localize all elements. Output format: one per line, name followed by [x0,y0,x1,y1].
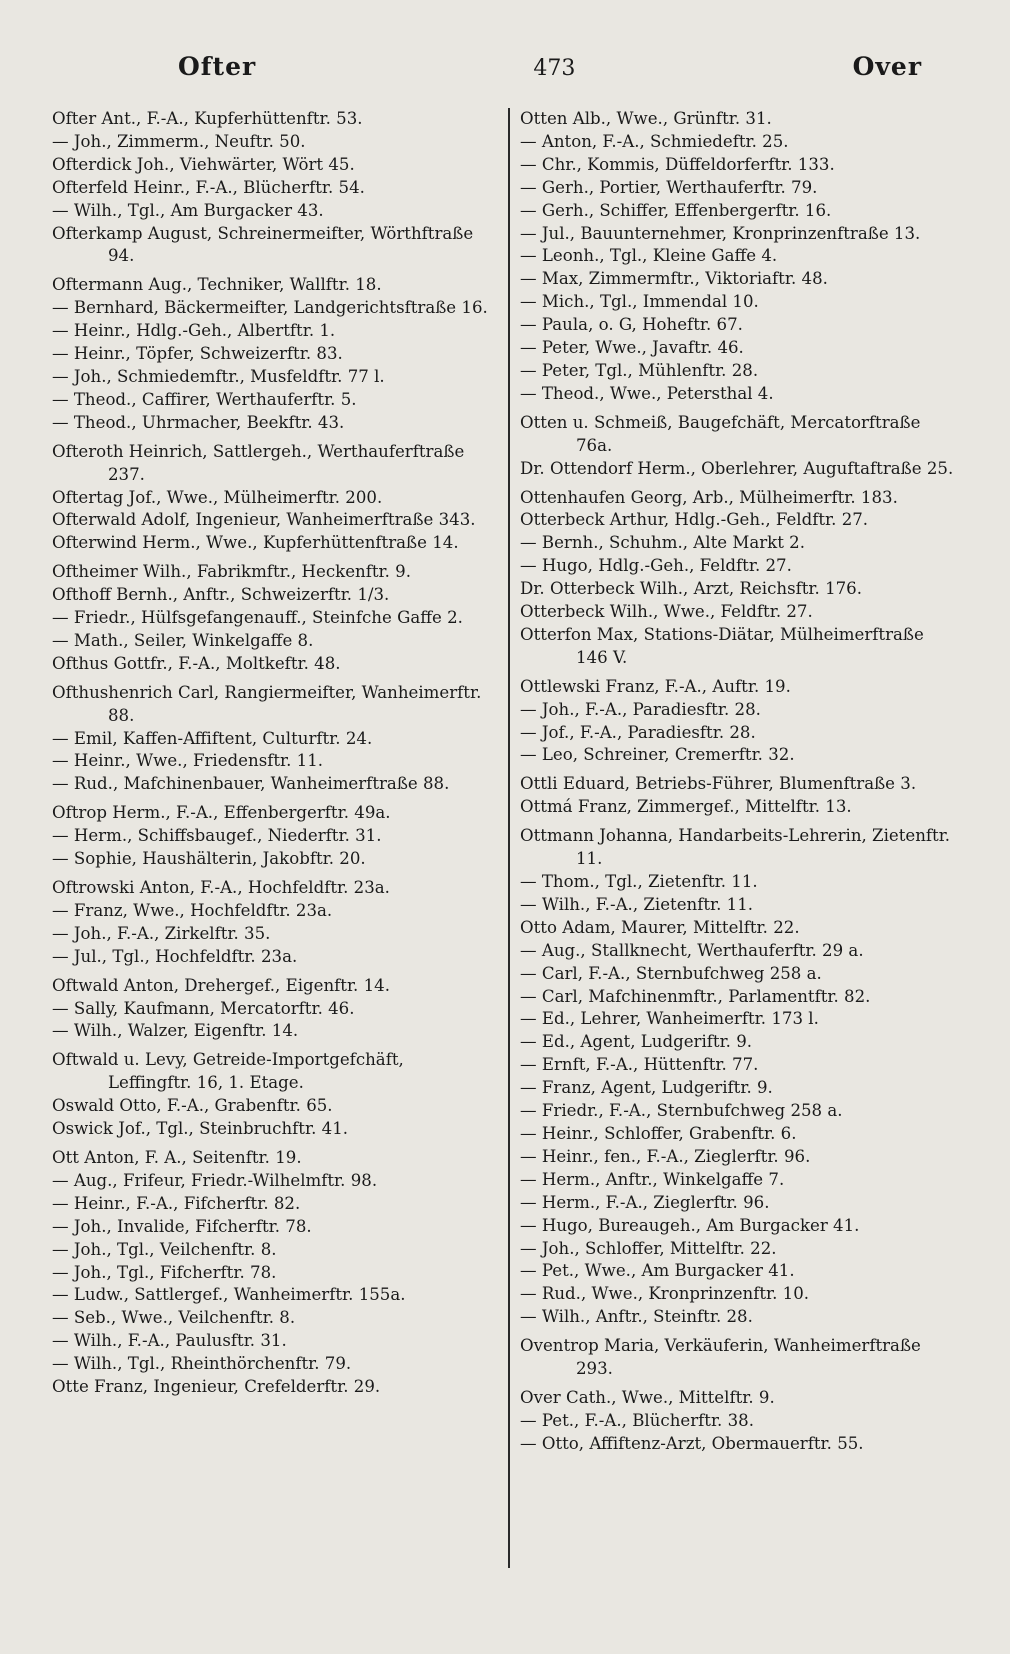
directory-entry: — Carl, Mafchinenmftr., Parlamentftr. 82. [520,986,871,1006]
running-head-left: Ofter [178,52,257,81]
directory-entry: Oftrop Herm., F.-A., Effenbergerftr. 49a. [52,803,391,823]
directory-entry: — Peter, Tgl., Mühlenftr. 28. [520,360,759,380]
running-head-right: Over [852,52,922,81]
directory-entry: — Friedr., Hülfsgefangenauff., Steinfche Gaffe 2. [52,608,463,628]
directory-entry: — Wilh., Tgl., Am Burgacker 43. [52,200,324,220]
directory-entry: — Theod., Wwe., Petersthal 4. [520,383,774,403]
directory-entry: Ottlewski Franz, F.-A., Auftr. 19. [520,676,791,696]
directory-entry: Ottmann Johanna, Handarbeits-Lehrerin, Zietenftr. 11. [520,826,951,869]
directory-entry: Otten Alb., Wwe., Grünftr. 31. [520,109,772,128]
directory-entry: — Joh., Zimmerm., Neuftr. 50. [52,131,306,151]
directory-entry: — Ludw., Sattlergef., Wanheimerftr. 155a. [52,1285,406,1305]
directory-entry: — Herm., F.-A., Zieglerftr. 96. [520,1192,770,1212]
directory-entry: Oventrop Maria, Verkäuferin, Wanheimerftraße 293. [520,1336,921,1379]
directory-entry: Ofterwald Adolf, Ingenieur, Wanheimerftraße 343. [52,510,476,530]
directory-entry: — Seb., Wwe., Veilchenftr. 8. [52,1308,296,1328]
directory-entry: Oftwald Anton, Drehergef., Eigenftr. 14. [52,975,390,995]
directory-entry: — Thom., Tgl., Zietenftr. 11. [520,872,758,891]
left-column [52,108,492,1456]
directory-entry: Otterbeck Arthur, Hdlg.-Geh., Feldftr. 27. [520,510,869,530]
directory-entry: Over Cath., Wwe., Mittelftr. 9. [520,1387,775,1407]
directory-entry: — Carl, F.-A., Sternbufchweg 258 a. [520,963,822,983]
directory-entry: — Max, Zimmermftr., Viktoriaftr. 48. [520,269,828,289]
directory-entry: — Otto, Affiftenz-Arzt, Obermauerftr. 55. [520,1433,864,1453]
directory-entry: — Wilh., Anftr., Steinftr. 28. [520,1307,753,1327]
directory-entry: — Rud., Mafchinenbauer, Wanheimerftraße 88. [52,774,450,794]
directory-entry: — Heinr., Schloffer, Grabenftr. 6. [520,1123,797,1143]
directory-entry: Oswald Otto, F.-A., Grabenftr. 65. [52,1096,333,1116]
directory-entry: — Hugo, Hdlg.-Geh., Feldftr. 27. [520,556,792,576]
directory-entry: Ott Anton, F. A., Seitenftr. 19. [52,1147,302,1167]
directory-entry: — Herm., Anftr., Winkelgaffe 7. [520,1169,785,1189]
directory-entry: — Joh., F.-A., Zirkelftr. 35. [52,923,271,943]
directory-entry: Ottli Eduard, Betriebs-Führer, Blumenftraße 3. [520,774,917,794]
directory-entry: — Wilh., F.-A., Zietenftr. 11. [520,894,754,914]
directory-entry: Ottmá Franz, Zimmergef., Mittelftr. 13. [520,797,852,817]
directory-entry: — Joh., Tgl., Veilchenftr. 8. [52,1239,277,1259]
directory-entry: — Sally, Kaufmann, Mercatorftr. 46. [52,998,355,1018]
directory-entry: — Jul., Tgl., Hochfeldftr. 23a. [52,946,298,966]
directory-entry: — Anton, F.-A., Schmiedeftr. 25. [520,131,789,151]
directory-entry: — Joh., Invalide, Fifcherftr. 78. [52,1216,312,1236]
directory-entry: Otterbeck Wilh., Wwe., Feldftr. 27. [520,602,813,622]
directory-entry: — Jof., F.-A., Paradiesftr. 28. [520,722,756,742]
directory-entry: Oswick Jof., Tgl., Steinbruchftr. 41. [52,1119,349,1139]
directory-entry: — Wilh., Tgl., Rheinthörchenftr. 79. [52,1354,352,1374]
directory-entry: — Jul., Bauunternehmer, Kronprinzenftraße 13. [520,223,921,243]
right-column [520,108,960,1456]
directory-entry: — Leonh., Tgl., Kleine Gaffe 4. [520,246,778,266]
directory-entry: Oftertag Jof., Wwe., Mülheimerftr. 200. [52,487,383,507]
directory-entry: Otte Franz, Ingenieur, Crefelderftr. 29. [52,1377,381,1397]
directory-entry: — Aug., Frifeur, Friedr.-Wilhelmftr. 98. [52,1170,378,1190]
directory-entry: Dr. Otterbeck Wilh., Arzt, Reichsftr. 176. [520,579,863,599]
directory-entry: Ofterwind Herm., Wwe., Kupferhüttenftraße 14. [52,533,459,553]
directory-entry: Ofterdick Joh., Viehwärter, Wört 45. [52,154,355,174]
directory-entry: — Theod., Uhrmacher, Beekftr. 43. [52,412,345,432]
directory-entry: Dr. Ottendorf Herm., Oberlehrer, Auguftaftraße 25. [520,458,954,478]
directory-entry: — Peter, Wwe., Javaftr. 46. [520,338,744,358]
directory-entry: — Gerh., Schiffer, Effenbergerftr. 16. [520,200,832,220]
directory-entry: — Aug., Stallknecht, Werthauferftr. 29 a. [520,940,864,960]
directory-entry: — Wilh., F.-A., Paulusftr. 31. [52,1331,287,1351]
directory-entry: — Franz, Wwe., Hochfeldftr. 23a. [52,900,333,920]
directory-entry: — Leo, Schreiner, Cremerftr. 32. [520,745,795,765]
directory-entry: — Heinr., Töpfer, Schweizerftr. 83. [52,344,343,364]
directory-entry: Ofterkamp August, Schreinermeifter, Wörthftraße 94. [52,223,474,266]
directory-entry: — Emil, Kaffen-Affiftent, Culturftr. 24. [52,728,373,748]
directory-entry: — Math., Seiler, Winkelgaffe 8. [52,630,314,650]
directory-entry: — Joh., Schmiedemftr., Musfeldftr. 77 l. [52,366,385,386]
directory-entry: Otterfon Max, Stations-Diätar, Mülheimerftraße 146 V. [520,624,924,667]
directory-entry: — Heinr., Wwe., Friedensftr. 11. [52,751,324,771]
directory-entry: Ofthushenrich Carl, Rangiermeifter, Wanheimerftr. 88. [52,682,482,725]
directory-entry: Ofthus Gottfr., F.-A., Moltkeftr. 48. [52,653,341,673]
directory-entry: — Ernft, F.-A., Hüttenftr. 77. [520,1055,759,1075]
directory-entry: Ottenhaufen Georg, Arb., Mülheimerftr. 183. [520,487,898,507]
directory-entry: — Ed., Lehrer, Wanheimerftr. 173 l. [520,1009,819,1029]
two-column-body [52,108,980,1456]
directory-entry: — Franz, Agent, Ludgeriftr. 9. [520,1078,773,1098]
directory-entry: Ofterfeld Heinr., F.-A., Blücherftr. 54. [52,177,365,197]
directory-entry: Ofthoff Bernh., Anftr., Schweizerftr. 1/3. [52,585,390,605]
directory-entry: Ofter Ant., F.-A., Kupferhüttenftr. 53. [52,109,363,128]
directory-entry: — Gerh., Portier, Werthauferftr. 79. [520,177,818,197]
directory-entry: — Chr., Kommis, Düffeldorferftr. 133. [520,154,835,174]
directory-entry: — Joh., F.-A., Paradiesftr. 28. [520,699,761,719]
directory-entry: Otto Adam, Maurer, Mittelftr. 22. [520,917,800,937]
directory-entry: — Herm., Schiffsbaugef., Niederftr. 31. [52,826,382,846]
directory-entry: — Wilh., Walzer, Eigenftr. 14. [52,1021,299,1041]
directory-entry: — Pet., Wwe., Am Burgacker 41. [520,1261,795,1281]
directory-entry: — Bernh., Schuhm., Alte Markt 2. [520,533,805,553]
directory-entry: — Joh., Schloffer, Mittelftr. 22. [520,1238,777,1258]
page-number: 473 [533,56,576,81]
directory-entry: — Sophie, Haushälterin, Jakobftr. 20. [52,849,366,869]
directory-entry: — Heinr., F.-A., Fifcherftr. 82. [52,1193,301,1213]
directory-entry: — Ed., Agent, Ludgeriftr. 9. [520,1032,753,1052]
directory-entry: — Rud., Wwe., Kronprinzenftr. 10. [520,1284,810,1304]
directory-entry: — Pet., F.-A., Blücherftr. 38. [520,1410,754,1430]
directory-entry: — Friedr., F.-A., Sternbufchweg 258 a. [520,1101,843,1121]
directory-entry: — Bernhard, Bäckermeifter, Landgerichtsftraße 16. [52,298,488,318]
directory-entry: — Mich., Tgl., Immendal 10. [520,292,759,312]
directory-entry: — Hugo, Bureaugeh., Am Burgacker 41. [520,1215,860,1235]
directory-entry: Oftermann Aug., Techniker, Wallftr. 18. [52,275,382,295]
directory-entry: Ofteroth Heinrich, Sattlergeh., Werthauferftraße 237. [52,441,465,484]
page-header [52,52,980,96]
directory-entry: — Paula, o. G, Hoheftr. 67. [520,315,743,335]
directory-entry: — Theod., Caffirer, Werthauferftr. 5. [52,389,357,409]
directory-entry: Otten u. Schmeiß, Baugefchäft, Mercatorftraße 76a. [520,412,921,455]
column-divider [508,108,510,1568]
directory-entry: — Joh., Tgl., Fifcherftr. 78. [52,1262,277,1282]
directory-entry: Oftrowski Anton, F.-A., Hochfeldftr. 23a. [52,878,390,897]
directory-entry: — Heinr., fen., F.-A., Zieglerftr. 96. [520,1146,811,1166]
directory-entry: Oftheimer Wilh., Fabrikmftr., Heckenftr. 9. [52,562,411,582]
directory-entry: — Heinr., Hdlg.-Geh., Albertftr. 1. [52,321,336,341]
directory-entry: Oftwald u. Levy, Getreide-Importgefchäft, Leffingftr. 16, 1. Etage. [52,1050,404,1093]
